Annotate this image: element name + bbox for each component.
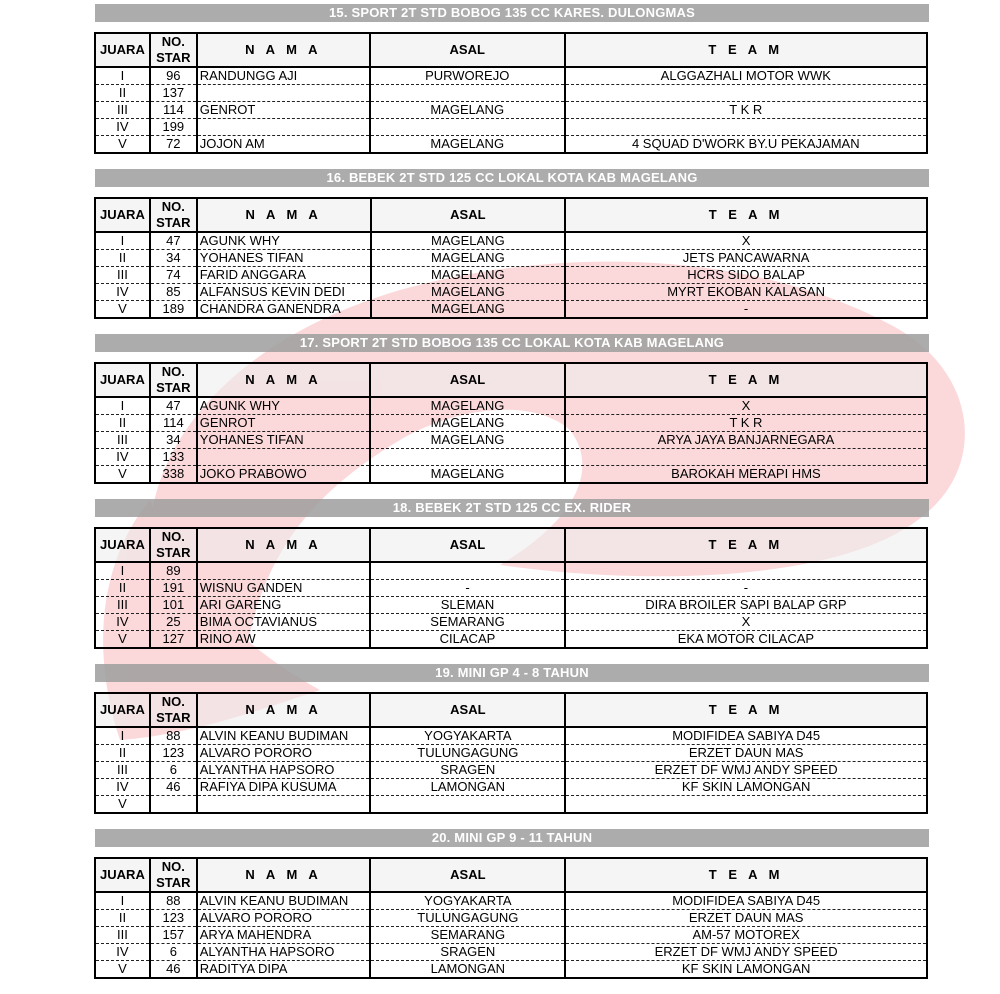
table-row	[95, 432, 927, 449]
table-row	[95, 562, 927, 580]
team-cell	[565, 119, 927, 136]
table-row	[95, 449, 927, 466]
table-row	[95, 284, 927, 301]
rider-name-cell: JOKO PRABOWO	[197, 466, 370, 484]
start-number-cell: 47	[150, 232, 197, 250]
header-no-star	[150, 363, 197, 397]
origin-cell: MAGELANG	[371, 267, 566, 284]
origin-cell: CILACAP	[370, 631, 565, 649]
rank-cell: III	[95, 927, 150, 944]
header-nama: N A M A	[197, 363, 370, 397]
origin-cell: MAGELANG	[371, 284, 566, 301]
rider-name-cell: BIMA OCTAVIANUS	[197, 614, 370, 631]
header-juara: JUARA	[95, 693, 150, 727]
team-cell	[565, 449, 927, 466]
start-number-cell: 199	[150, 119, 197, 136]
header-no-star	[150, 693, 197, 727]
table-row	[95, 267, 927, 284]
origin-cell	[370, 562, 565, 580]
origin-cell: MAGELANG	[370, 397, 565, 415]
results-table	[94, 362, 928, 484]
start-number-cell: 46	[150, 779, 197, 796]
class-title-banner: 15. SPORT 2T STD BOBOG 135 CC KARES. DULONGMAS	[95, 4, 929, 22]
origin-cell: -	[370, 580, 565, 597]
team-cell: EKA MOTOR CILACAP	[565, 631, 927, 649]
rank-cell: IV	[95, 944, 150, 961]
header-team: T E A M	[565, 528, 927, 562]
class-title-banner: 20. MINI GP 9 - 11 TAHUN	[95, 829, 929, 847]
rider-name-cell: RAFIYA DIPA KUSUMA	[197, 779, 371, 796]
table-row	[95, 779, 927, 796]
team-cell: JETS PANCAWARNA	[565, 250, 927, 267]
table-row	[95, 961, 927, 979]
results-table	[94, 32, 928, 154]
rider-name-cell: YOHANES TIFAN	[197, 432, 370, 449]
table-row	[95, 910, 927, 927]
rider-name-cell: YOHANES TIFAN	[197, 250, 371, 267]
race-class-section	[95, 829, 929, 994]
start-number-cell: 127	[150, 631, 197, 649]
rider-name-cell: ALFANSUS KEVIN DEDI	[197, 284, 371, 301]
header-asal: ASAL	[371, 198, 566, 232]
rider-name-cell	[197, 119, 370, 136]
header-juara: JUARA	[95, 198, 150, 232]
header-team: T E A M	[565, 198, 927, 232]
header-asal: ASAL	[370, 858, 565, 892]
start-number-cell	[150, 796, 197, 814]
header-star: STAR	[156, 710, 191, 725]
table-row	[95, 397, 927, 415]
start-number-cell: 72	[150, 136, 197, 154]
results-table	[94, 857, 928, 979]
origin-cell: SEMARANG	[370, 614, 565, 631]
header-nama: N A M A	[197, 33, 370, 67]
header-row	[95, 528, 927, 562]
rank-cell: II	[95, 580, 150, 597]
table-row	[95, 85, 927, 102]
rider-name-cell: RINO AW	[197, 631, 370, 649]
header-juara: JUARA	[95, 363, 150, 397]
team-cell: BAROKAH MERAPI HMS	[565, 466, 927, 484]
table-row	[95, 119, 927, 136]
header-asal: ASAL	[370, 528, 565, 562]
origin-cell: TULUNGAGUNG	[370, 745, 565, 762]
start-number-cell: 189	[150, 301, 197, 319]
start-number-cell: 114	[150, 102, 197, 119]
header-nama: N A M A	[197, 528, 370, 562]
header-juara: JUARA	[95, 33, 150, 67]
rider-name-cell	[197, 562, 370, 580]
start-number-cell: 137	[150, 85, 197, 102]
rider-name-cell: GENROT	[197, 415, 370, 432]
start-number-cell: 85	[150, 284, 197, 301]
rider-name-cell: JOJON AM	[197, 136, 370, 154]
rank-cell: III	[95, 597, 150, 614]
rider-name-cell: ALYANTHA HAPSORO	[197, 944, 371, 961]
rank-cell: II	[95, 745, 150, 762]
rank-cell: I	[95, 67, 150, 85]
rider-name-cell: ALVIN KEANU BUDIMAN	[197, 892, 371, 910]
rider-name-cell: RANDUNGG AJI	[197, 67, 370, 85]
results-table	[94, 197, 928, 319]
header-no: NO.	[161, 529, 185, 544]
table-row	[95, 67, 927, 85]
header-row	[95, 33, 927, 67]
team-cell	[565, 796, 927, 814]
race-class-section	[95, 334, 929, 499]
team-cell: X	[565, 232, 927, 250]
rank-cell: II	[95, 415, 150, 432]
class-title-banner: 19. MINI GP 4 - 8 TAHUN	[95, 664, 929, 682]
table-row	[95, 762, 927, 779]
team-cell: ARYA JAYA BANJARNEGARA	[565, 432, 927, 449]
team-cell: ERZET DF WMJ ANDY SPEED	[565, 762, 927, 779]
team-cell: HCRS SIDO BALAP	[565, 267, 927, 284]
header-asal: ASAL	[370, 693, 565, 727]
header-star: STAR	[156, 215, 191, 230]
race-class-section	[95, 4, 929, 169]
rank-cell: III	[95, 267, 150, 284]
origin-cell: MAGELANG	[370, 466, 565, 484]
header-nama: N A M A	[197, 858, 371, 892]
rank-cell: III	[95, 432, 150, 449]
team-cell: MODIFIDEA SABIYA D45	[565, 892, 927, 910]
start-number-cell: 46	[150, 961, 197, 979]
origin-cell: SEMARANG	[370, 927, 565, 944]
rider-name-cell: ALVIN KEANU BUDIMAN	[197, 727, 371, 745]
header-team: T E A M	[565, 858, 927, 892]
table-row	[95, 580, 927, 597]
rider-name-cell: GENROT	[197, 102, 370, 119]
rank-cell: II	[95, 85, 150, 102]
rider-name-cell: ARI GARENG	[197, 597, 370, 614]
team-cell: AM-57 MOTOREX	[565, 927, 927, 944]
table-row	[95, 892, 927, 910]
rank-cell: V	[95, 301, 150, 319]
start-number-cell: 34	[150, 250, 197, 267]
origin-cell: MAGELANG	[370, 136, 565, 154]
start-number-cell: 191	[150, 580, 197, 597]
table-row	[95, 415, 927, 432]
start-number-cell: 114	[150, 415, 197, 432]
rider-name-cell: ALYANTHA HAPSORO	[197, 762, 371, 779]
origin-cell: LAMONGAN	[370, 961, 565, 979]
team-cell: T K R	[565, 415, 927, 432]
team-cell: T K R	[565, 102, 927, 119]
origin-cell	[370, 449, 565, 466]
rider-name-cell	[197, 85, 370, 102]
rank-cell: II	[95, 250, 150, 267]
start-number-cell: 96	[150, 67, 197, 85]
table-row	[95, 631, 927, 649]
table-row	[95, 927, 927, 944]
rider-name-cell: AGUNK WHY	[197, 397, 370, 415]
class-title-banner: 16. BEBEK 2T STD 125 CC LOKAL KOTA KAB MAGELANG	[95, 169, 929, 187]
header-row	[95, 363, 927, 397]
header-team: T E A M	[565, 363, 927, 397]
origin-cell	[370, 796, 565, 814]
results-table	[94, 527, 928, 649]
table-row	[95, 102, 927, 119]
rider-name-cell: FARID ANGGARA	[197, 267, 371, 284]
team-cell: ERZET DAUN MAS	[565, 910, 927, 927]
rider-name-cell: AGUNK WHY	[197, 232, 371, 250]
start-number-cell: 123	[150, 745, 197, 762]
header-no: NO.	[161, 34, 185, 49]
origin-cell: SLEMAN	[370, 597, 565, 614]
start-number-cell: 101	[150, 597, 197, 614]
team-cell: ERZET DF WMJ ANDY SPEED	[565, 944, 927, 961]
start-number-cell: 88	[150, 892, 197, 910]
rider-name-cell	[197, 796, 371, 814]
rider-name-cell: ARYA MAHENDRA	[197, 927, 371, 944]
origin-cell: TULUNGAGUNG	[370, 910, 565, 927]
header-asal: ASAL	[370, 363, 565, 397]
header-row	[95, 198, 927, 232]
team-cell: KF SKIN LAMONGAN	[565, 779, 927, 796]
header-nama: N A M A	[197, 693, 371, 727]
origin-cell: SRAGEN	[370, 762, 565, 779]
header-team: T E A M	[565, 693, 927, 727]
table-row	[95, 466, 927, 484]
header-no: NO.	[161, 694, 185, 709]
start-number-cell: 157	[150, 927, 197, 944]
class-title-banner: 17. SPORT 2T STD BOBOG 135 CC LOKAL KOTA KAB MAGELANG	[95, 334, 929, 352]
header-no-star	[150, 33, 197, 67]
start-number-cell: 338	[150, 466, 197, 484]
header-no-star	[150, 858, 197, 892]
header-team: T E A M	[565, 33, 927, 67]
rider-name-cell: WISNU GANDEN	[197, 580, 370, 597]
team-cell: ALGGAZHALI MOTOR WWK	[565, 67, 927, 85]
origin-cell	[370, 85, 565, 102]
origin-cell: MAGELANG	[370, 415, 565, 432]
header-no-star	[150, 198, 197, 232]
rank-cell: I	[95, 892, 150, 910]
table-row	[95, 136, 927, 154]
rank-cell: V	[95, 631, 150, 649]
origin-cell: MAGELANG	[371, 301, 566, 319]
origin-cell: YOGYAKARTA	[370, 727, 565, 745]
class-title-banner: 18. BEBEK 2T STD 125 CC EX. RIDER	[95, 499, 929, 517]
start-number-cell: 88	[150, 727, 197, 745]
team-cell: X	[565, 397, 927, 415]
start-number-cell: 34	[150, 432, 197, 449]
header-no: NO.	[161, 199, 185, 214]
team-cell	[565, 85, 927, 102]
origin-cell: YOGYAKARTA	[370, 892, 565, 910]
team-cell: ERZET DAUN MAS	[565, 745, 927, 762]
rank-cell: IV	[95, 449, 150, 466]
table-row	[95, 597, 927, 614]
race-class-section	[95, 664, 929, 829]
header-juara: JUARA	[95, 528, 150, 562]
origin-cell: SRAGEN	[370, 944, 565, 961]
header-no: NO.	[161, 364, 185, 379]
rank-cell: V	[95, 961, 150, 979]
rank-cell: IV	[95, 779, 150, 796]
team-cell: X	[565, 614, 927, 631]
rank-cell: IV	[95, 119, 150, 136]
rank-cell: IV	[95, 614, 150, 631]
rider-name-cell: ALVARO PORORO	[197, 910, 371, 927]
start-number-cell: 6	[150, 944, 197, 961]
start-number-cell: 123	[150, 910, 197, 927]
start-number-cell: 89	[150, 562, 197, 580]
header-star: STAR	[156, 380, 191, 395]
rank-cell: V	[95, 466, 150, 484]
race-class-section	[95, 499, 929, 664]
table-row	[95, 745, 927, 762]
header-row	[95, 858, 927, 892]
origin-cell: MAGELANG	[370, 432, 565, 449]
start-number-cell: 6	[150, 762, 197, 779]
start-number-cell: 133	[150, 449, 197, 466]
team-cell: -	[565, 301, 927, 319]
table-row	[95, 301, 927, 319]
rank-cell: I	[95, 727, 150, 745]
rank-cell: V	[95, 796, 150, 814]
origin-cell: MAGELANG	[371, 250, 566, 267]
team-cell: DIRA BROILER SAPI BALAP GRP	[565, 597, 927, 614]
results-page	[0, 4, 1000, 994]
table-row	[95, 727, 927, 745]
rider-name-cell	[197, 449, 370, 466]
start-number-cell: 25	[150, 614, 197, 631]
rank-cell: I	[95, 397, 150, 415]
rank-cell: V	[95, 136, 150, 154]
table-row	[95, 944, 927, 961]
table-row	[95, 614, 927, 631]
header-star: STAR	[156, 545, 191, 560]
team-cell: MODIFIDEA SABIYA D45	[565, 727, 927, 745]
rider-name-cell: CHANDRA GANENDRA	[197, 301, 371, 319]
header-nama: N A M A	[197, 198, 371, 232]
start-number-cell: 47	[150, 397, 197, 415]
header-asal: ASAL	[370, 33, 565, 67]
rank-cell: I	[95, 562, 150, 580]
team-cell: -	[565, 580, 927, 597]
header-star: STAR	[156, 50, 191, 65]
rank-cell: I	[95, 232, 150, 250]
header-no-star	[150, 528, 197, 562]
table-row	[95, 232, 927, 250]
results-table	[94, 692, 928, 814]
race-class-section	[95, 169, 929, 334]
table-row	[95, 796, 927, 814]
rank-cell: III	[95, 102, 150, 119]
header-no: NO.	[161, 859, 185, 874]
header-star: STAR	[156, 875, 191, 890]
rider-name-cell: RADITYA DIPA	[197, 961, 371, 979]
origin-cell: LAMONGAN	[370, 779, 565, 796]
table-row	[95, 250, 927, 267]
header-row	[95, 693, 927, 727]
team-cell	[565, 562, 927, 580]
rank-cell: II	[95, 910, 150, 927]
start-number-cell: 74	[150, 267, 197, 284]
rank-cell: IV	[95, 284, 150, 301]
team-cell: 4 SQUAD D'WORK BY.U PEKAJAMAN	[565, 136, 927, 154]
origin-cell: PURWOREJO	[370, 67, 565, 85]
team-cell: MYRT EKOBAN KALASAN	[565, 284, 927, 301]
origin-cell: MAGELANG	[370, 102, 565, 119]
origin-cell: MAGELANG	[371, 232, 566, 250]
origin-cell	[370, 119, 565, 136]
team-cell: KF SKIN LAMONGAN	[565, 961, 927, 979]
header-juara: JUARA	[95, 858, 150, 892]
rider-name-cell: ALVARO PORORO	[197, 745, 371, 762]
rank-cell: III	[95, 762, 150, 779]
